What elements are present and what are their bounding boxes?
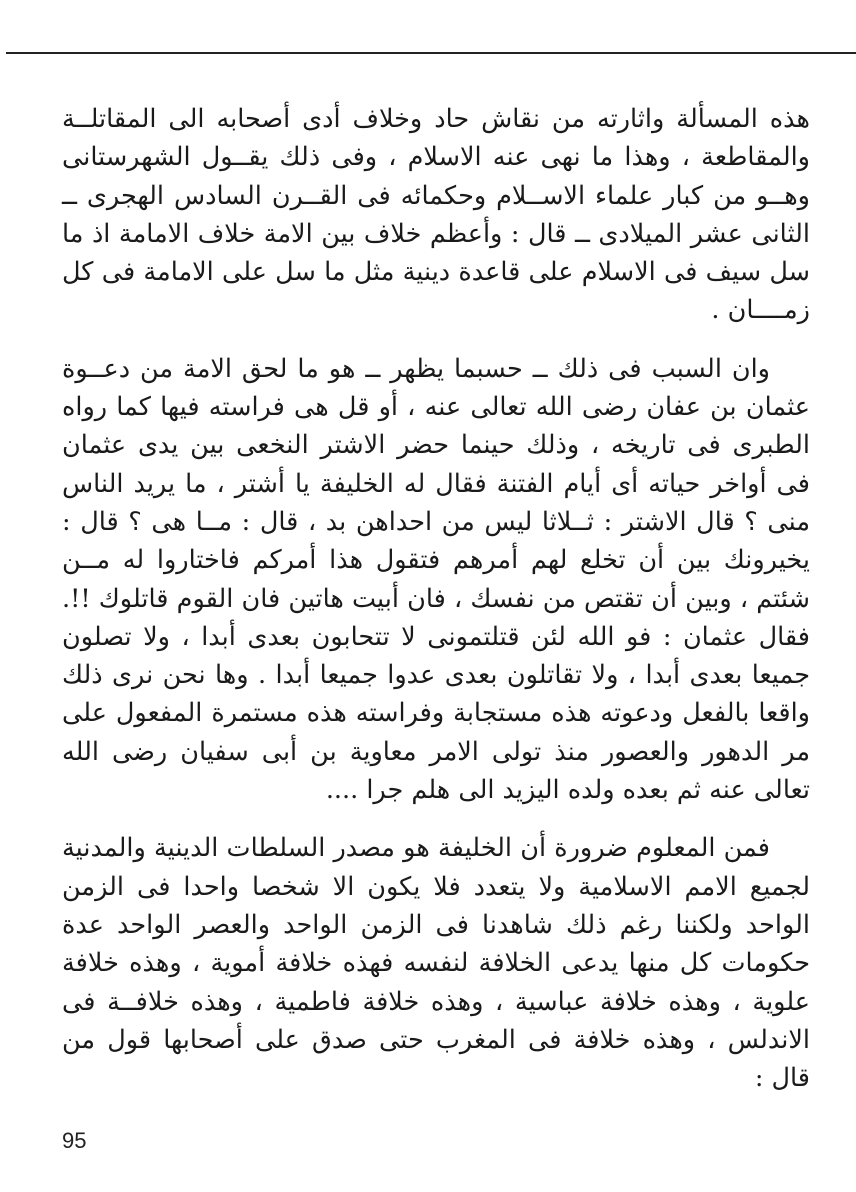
header-rule — [6, 52, 856, 54]
body-text — [62, 100, 810, 1097]
paragraph-2: وان السبب فى ذلك ــ حسبما يظهر ــ هو ما لحق الامة من دعــوة عثمان بن عفان رضى الله تعالى عنه ، أو قل هى فراسته فيها كما رواه الطبرى فى تاريخه ، وذلك حينما حضر الاشتر النخعى بين يدى عثمان فى أواخر حياته أى أيام الفتنة فقال له الخليفة يا أشتر ، ما يريد الناس منى ؟ قال الاشتر : ثــلاثا ليس من احداهن بد ، قال : مــا هى ؟ قال : يخيرونك بين أن تخلع لهم أمرهم فتقول هذا أمركم فاختاروا له مــن شئتم ، وبين أن تقتص من نفسك ، فان أبيت هاتين فان القوم قاتلوك !!. فقال عثمان : فو الله لئن قتلتمونى لا تتحابون بعدى أبدا ، ولا تصلون جميعا بعدى أبدا ، ولا تقاتلون بعدى عدوا جميعا أبدا . وها نحن نرى ذلك واقعا بالفعل ودعوته هذه مستجابة وفراسته هذه مستمرة المفعول على مر الدهور والعصور منذ تولى الامر معاوية بن أبى سفيان رضى الله تعالى عنه ثم بعده ولده اليزيد الى هلم جرا .... — [62, 353, 810, 806]
paragraph-1: هذه المسألة واثارته من نقاش حاد وخلاف أدى أصحابه الى المقاتلــة والمقاطعة ، وهذا ما نهى عنه الاسلام ، وفى ذلك يقــول الشهرستانى وهــو من كبار علماء الاســلام وحكمائه فى القــرن السادس الهجرى ــ الثانى عشر الميلادى ــ قال : وأعظم خلاف بين الامة خلاف الامامة اذ ما سل سيف فى الاسلام على قاعدة دينية مثل ما سل على الامامة فى كل زمــــان . — [62, 104, 810, 326]
page-number: 95 — [62, 1128, 87, 1153]
paragraph-3: فمن المعلوم ضرورة أن الخليفة هو مصدر السلطات الدينية والمدنية لجميع الامم الاسلامية ولا يتعدد فلا يكون الا شخصا واحدا فى الزمن الواحد ولكننا رغم ذلك شاهدنا فى الزمن الواحد والعصر الواحد عدة حكومات كل منها يدعى الخلافة لنفسه فهذه خلافة أموية ، وهذه خلافة علوية ، وهذه خلافة عباسية ، وهذه خلافة فاطمية ، وهذه خلافــة فى الاندلس ، وهذه خلافة فى المغرب حتى صدق على أصحابها قول من قال : — [62, 833, 810, 1094]
